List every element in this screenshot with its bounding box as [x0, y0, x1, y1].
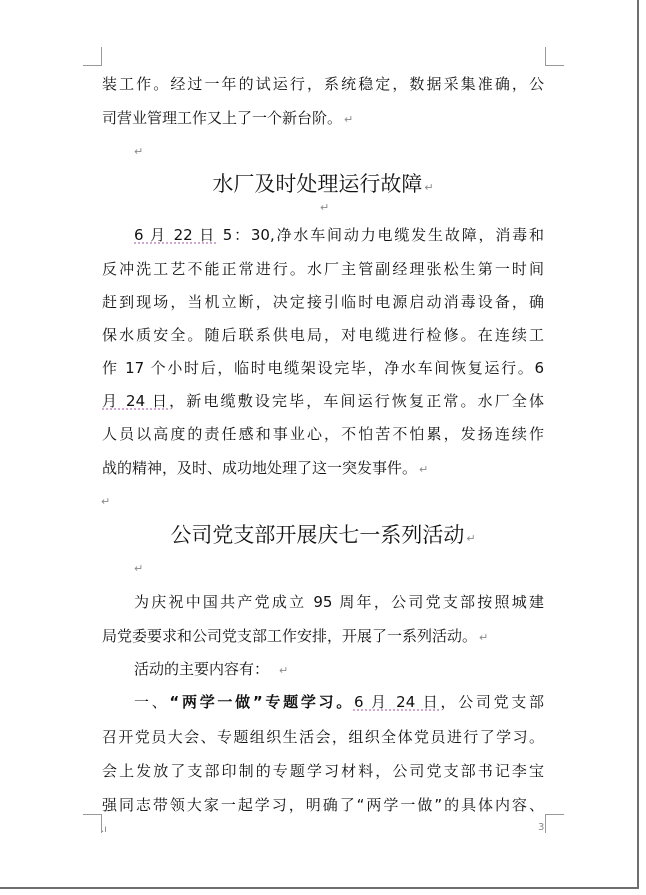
text-line: 会上发放了支部印制的专题学习材料，公司党支部书记李宝	[102, 762, 544, 780]
paragraph-mark-icon: ↵	[320, 201, 330, 214]
text-line: 反冲洗工艺不能正常进行。水厂主管副经理张松生第一时间	[102, 260, 544, 278]
date-text: 6 月 22 日	[134, 226, 217, 244]
paragraph-mark-icon: ↵	[101, 495, 111, 508]
text-line: 装工作。经过一年的试运行，系统稳定，数据采集准确，公	[102, 75, 544, 93]
section-heading: 水厂及时处理运行故障 ↵	[212, 172, 434, 196]
crop-mark-top-right	[545, 47, 564, 66]
crop-mark-top-left	[83, 47, 102, 66]
page-number: 3	[538, 822, 545, 833]
crop-mark-bottom-right	[545, 814, 564, 833]
text-line: 作 17 个小时后，临时电缆架设完毕，净水车间恢复运行。6	[102, 359, 544, 377]
text-line: 战的精神，及时、成功地处理了这一突发事件。 ↵	[102, 459, 429, 477]
text-line: 人员以高度的责任感和事业心，不怕苦不怕累，发扬连续作	[102, 425, 544, 443]
paragraph-mark-icon: ↵	[466, 532, 476, 545]
text-line: 强同志带领大家一起学习，明确了“两学一做”的具体内容、	[102, 796, 544, 814]
paragraph-mark-icon: ↵	[419, 463, 429, 476]
text-line: 一、“两学一做”专题学习。6 月 24 日，公司党支部	[134, 693, 544, 711]
section-heading: 公司党支部开展庆七一系列活动 ↵	[170, 523, 476, 547]
paragraph-mark-icon: ↵	[134, 145, 144, 158]
date-text: 6 月 24 日	[353, 693, 441, 711]
text-line: 保水质安全。随后联系供电局，对电缆进行检修。在连续工	[102, 326, 544, 344]
text-line: 司营业管理工作又上了一个新台阶。 ↵	[102, 109, 354, 127]
date-text: 月 24 日	[102, 392, 170, 410]
footer-mark: .ı	[101, 824, 107, 835]
text-line: 活动的主要内容有： ↵	[134, 660, 289, 678]
paragraph-mark-icon: ↵	[424, 181, 434, 194]
bold-topic: “两学一做”专题学习。	[169, 693, 354, 711]
text-line: 局党委要求和公司党支部工作安排，开展了一系列活动。 ↵	[102, 627, 489, 645]
text-line: 为庆祝中国共产党成立 95 周年，公司党支部按照城建	[134, 593, 544, 611]
paragraph-mark-icon: ↵	[479, 631, 489, 644]
text-line: 召开党员大会、专题组织生活会，组织全体党员进行了学习。	[102, 728, 544, 746]
text-line: 赶到现场，当机立断，决定接引临时电源启动消毒设备，确	[102, 293, 544, 311]
paragraph-mark-icon: ↵	[279, 664, 289, 677]
text-line: 6 月 22 日 5：30,净水车间动力电缆发生故障，消毒和	[134, 226, 545, 244]
paragraph-mark-icon: ↵	[344, 113, 354, 126]
crop-mark-bottom-left	[83, 814, 102, 833]
text-line: 月 24 日，新电缆敷设完毕，车间运行恢复正常。水厂全体	[102, 392, 544, 410]
paragraph-mark-icon: ↵	[134, 562, 144, 575]
